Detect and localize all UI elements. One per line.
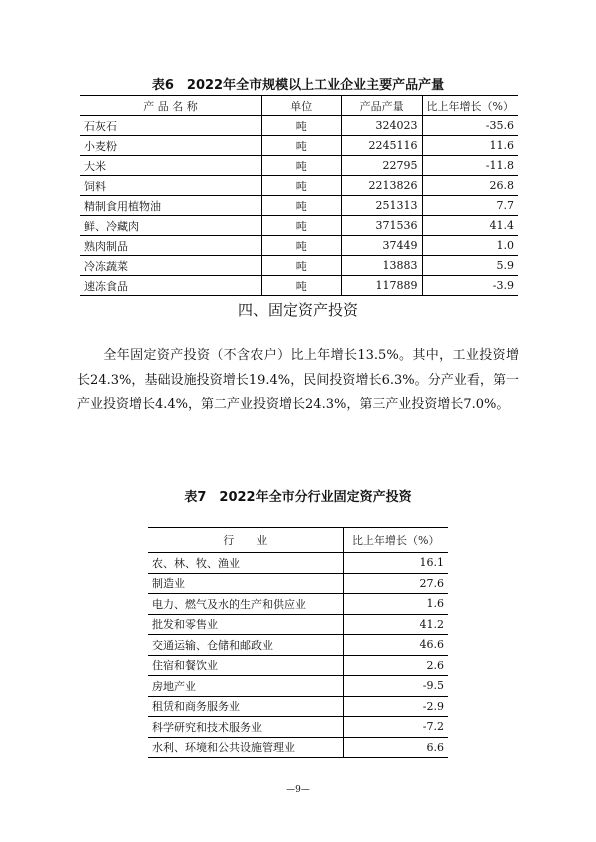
table-cell: -11.8 — [422, 156, 518, 176]
table6-title: 表6 2022年全市规模以上工业企业主要产品产量 — [151, 78, 445, 93]
table-cell: -9.5 — [343, 676, 448, 697]
table-cell: 鲜、冷藏肉 — [80, 216, 261, 236]
table-cell: 16.1 — [343, 553, 448, 574]
table-cell: 吨 — [261, 196, 341, 216]
table-cell: 冷冻蔬菜 — [80, 256, 261, 276]
table6-product-output — [80, 95, 518, 296]
table-cell: 水利、环境和公共设施管理业 — [152, 741, 295, 755]
table-cell: 251313 — [341, 196, 422, 216]
paragraph-text: 全年固定资产投资（不含农户）比上年增长13.5%。其中，工业投资增长24.3%，基础设施投资增长19.4%，民间投资增长6.3%。分产业看，第一产业投资增长4.4%，第二产业投资增长24.3%，第三产业投资增长7.0%。 — [77, 348, 519, 412]
table-cell: 26.8 — [422, 176, 518, 196]
table-cell: 吨 — [261, 236, 341, 256]
table-row — [80, 136, 518, 156]
table-row — [148, 614, 448, 635]
table-cell: 精制食用植物油 — [80, 196, 261, 216]
table-row — [148, 696, 448, 717]
table-row — [148, 635, 448, 656]
table-cell: 27.6 — [343, 573, 448, 594]
column-header: 单位 — [261, 96, 341, 116]
table-cell: 324023 — [341, 116, 422, 136]
table-cell: 117889 — [341, 276, 422, 296]
table-cell: 房地产业 — [148, 676, 343, 697]
column-header: 比上年增长（%） — [422, 96, 518, 116]
column-header: 行 业 — [148, 528, 343, 553]
table-cell: -2.9 — [343, 696, 448, 717]
table-cell: 37449 — [341, 236, 422, 256]
table-cell: 吨 — [261, 136, 341, 156]
table-cell: 吨 — [261, 176, 341, 196]
table-cell: 小麦粉 — [80, 136, 261, 156]
table-cell: 1.6 — [343, 594, 448, 615]
table-cell: 交通运输、仓储和邮政业 — [148, 635, 343, 656]
table-cell: 7.7 — [422, 196, 518, 216]
table-cell: 住宿和餐饮业 — [148, 655, 343, 676]
page-number: —9— — [286, 785, 310, 795]
table-cell: 制造业 — [148, 573, 343, 594]
table-cell: 吨 — [261, 156, 341, 176]
table-cell: 2213826 — [341, 176, 422, 196]
table7-investment-by-industry — [148, 527, 448, 758]
table-cell: -3.9 — [422, 276, 518, 296]
table-cell: 吨 — [261, 116, 341, 136]
table7-title: 表7 2022年全市分行业固定资产投资 — [184, 490, 412, 505]
table-cell: 农、林、牧、渔业 — [148, 553, 343, 574]
table-cell: 饲料 — [80, 176, 261, 196]
table-cell: 6.6 — [343, 737, 448, 758]
table-cell: 11.6 — [422, 136, 518, 156]
table-cell: 41.2 — [343, 614, 448, 635]
table-row — [80, 216, 518, 236]
table-row — [80, 236, 518, 256]
table-cell: 41.4 — [422, 216, 518, 236]
table-row — [148, 573, 448, 594]
column-header: 产 品 名 称 — [80, 96, 261, 116]
table-cell: 1.0 — [422, 236, 518, 256]
table-cell: 批发和零售业 — [148, 614, 343, 635]
table-row — [148, 737, 448, 758]
table-row — [80, 196, 518, 216]
table-cell: 熟肉制品 — [80, 236, 261, 256]
table-cell: 2245116 — [341, 136, 422, 156]
table-cell: -35.6 — [422, 116, 518, 136]
table-row — [80, 116, 518, 136]
table-row — [80, 276, 518, 296]
table-cell: 371536 — [341, 216, 422, 236]
table-cell: 13883 — [341, 256, 422, 276]
table-row — [148, 655, 448, 676]
table-row — [80, 176, 518, 196]
table-cell: 5.9 — [422, 256, 518, 276]
table-cell: -7.2 — [343, 717, 448, 738]
table-cell: 2.6 — [343, 655, 448, 676]
section-heading: 四、固定资产投资 — [237, 301, 358, 319]
table-cell: 吨 — [261, 256, 341, 276]
table-cell: 电力、燃气及水的生产和供应业 — [148, 594, 343, 615]
table-row — [148, 717, 448, 738]
table-row — [148, 553, 448, 574]
table-cell: 科学研究和技术服务业 — [148, 717, 343, 738]
table-row — [80, 256, 518, 276]
column-header: 比上年增长（%） — [343, 528, 448, 553]
body-paragraph — [77, 344, 519, 418]
table-row — [148, 676, 448, 697]
table-cell: 46.6 — [343, 635, 448, 656]
table-cell: 22795 — [341, 156, 422, 176]
table-row — [148, 594, 448, 615]
table-row — [80, 156, 518, 176]
table-cell: 吨 — [261, 216, 341, 236]
table-cell: 租赁和商务服务业 — [148, 696, 343, 717]
table-cell: 速冻食品 — [84, 279, 128, 293]
table-cell: 大米 — [80, 156, 261, 176]
table-cell: 石灰石 — [80, 116, 261, 136]
table-cell: 吨 — [261, 276, 341, 296]
column-header: 产品产量 — [341, 96, 422, 116]
